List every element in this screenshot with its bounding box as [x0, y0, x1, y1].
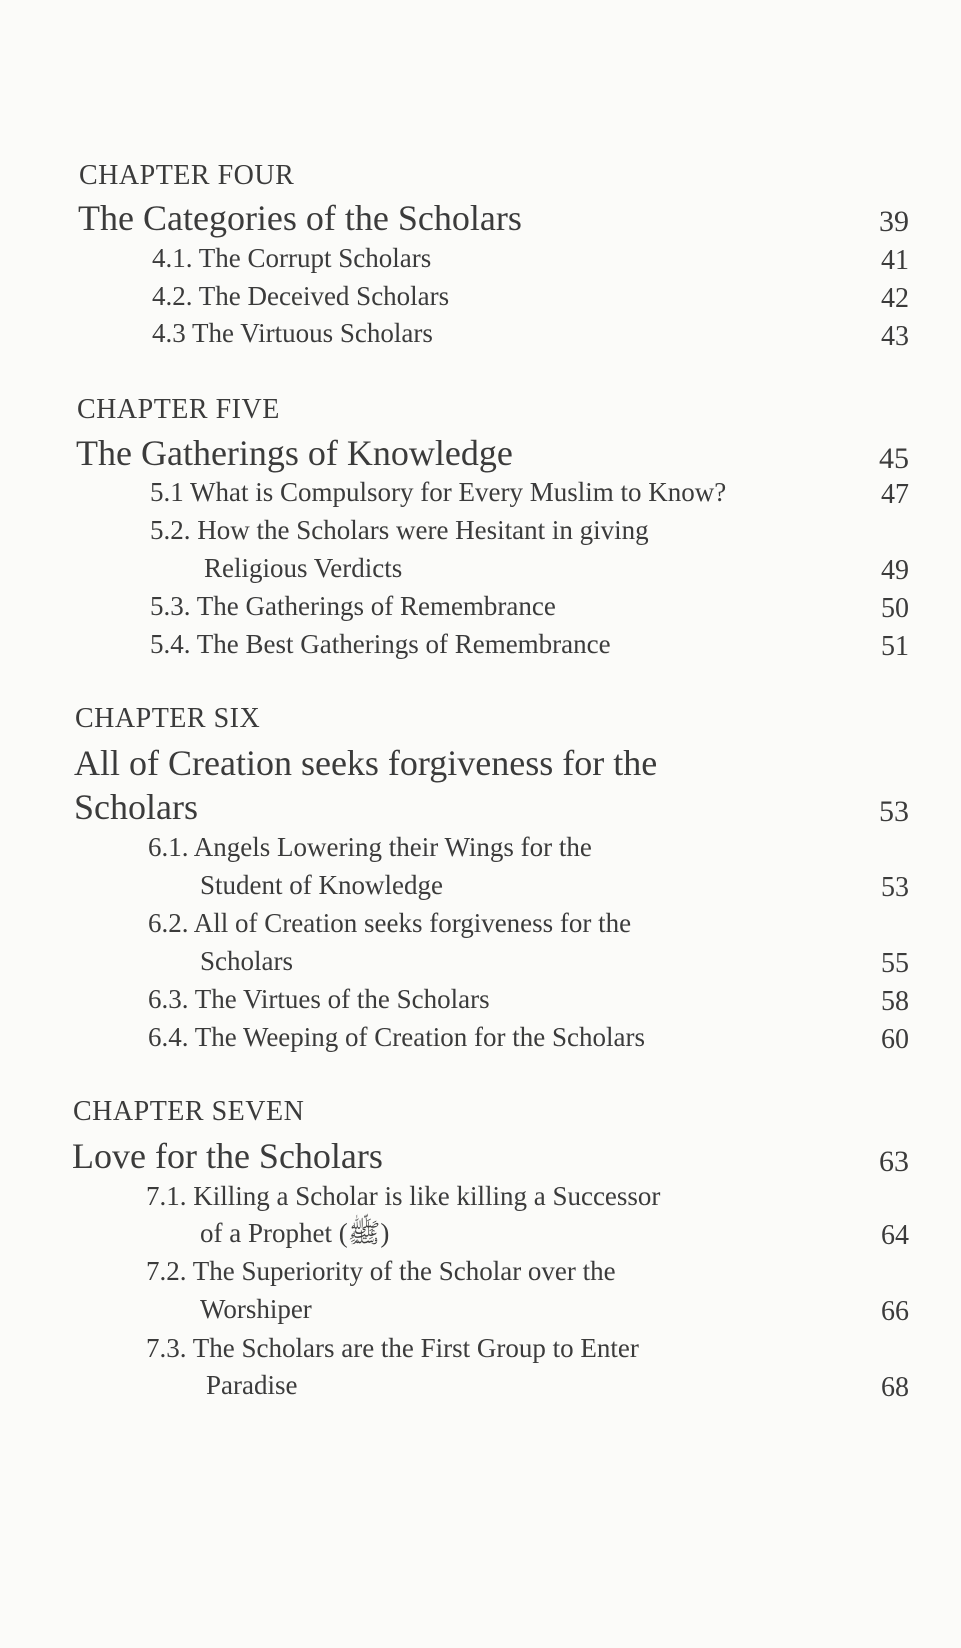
chapter-five-title: The Gatherings of Knowledge	[76, 433, 513, 473]
section-6-4: 6.4. The Weeping of Creation for the Scholars	[148, 1022, 645, 1052]
section-7-1-page: 64	[881, 1220, 909, 1251]
section-4-3-page: 43	[881, 321, 909, 352]
section-7-3-cont: Paradise	[206, 1370, 298, 1400]
chapter-six-page: 53	[879, 795, 909, 828]
section-7-2-page: 66	[881, 1296, 909, 1327]
section-7-2: 7.2. The Superiority of the Scholar over the	[146, 1256, 616, 1286]
chapter-four-page: 39	[879, 205, 909, 238]
section-6-2: 6.2. All of Creation seeks forgiveness for the	[148, 908, 632, 938]
section-4-2: 4.2. The Deceived Scholars	[152, 281, 450, 311]
section-7-3: 7.3. The Scholars are the First Group to Enter	[146, 1333, 639, 1363]
section-5-1: 5.1 What is Compulsory for Every Muslim to Know?	[150, 477, 727, 507]
section-5-2: 5.2. How the Scholars were Hesitant in giving	[150, 515, 649, 545]
section-6-1: 6.1. Angels Lowering their Wings for the	[148, 832, 592, 862]
section-5-3-page: 50	[881, 593, 909, 624]
section-4-3: 4.3 The Virtuous Scholars	[152, 318, 433, 348]
chapter-six-title: All of Creation seeks forgiveness for the	[74, 743, 658, 783]
section-6-1-cont: Student of Knowledge	[200, 870, 443, 900]
section-5-1-page: 47	[881, 479, 909, 510]
section-6-3: 6.3. The Virtues of the Scholars	[148, 984, 490, 1014]
section-4-1-page: 41	[881, 245, 909, 276]
section-5-4: 5.4. The Best Gatherings of Remembrance	[150, 629, 611, 659]
section-6-2-page: 55	[881, 948, 909, 979]
section-7-1: 7.1. Killing a Scholar is like killing a Successor	[146, 1181, 661, 1211]
chapter-five-page: 45	[879, 442, 909, 475]
section-7-1-cont: of a Prophet (ﷺ)	[200, 1218, 390, 1248]
chapter-six-title-cont: Scholars	[74, 787, 198, 827]
chapter-seven-title: Love for the Scholars	[72, 1136, 383, 1176]
section-7-2-cont: Worshiper	[200, 1294, 312, 1324]
section-5-3: 5.3. The Gatherings of Remembrance	[150, 591, 556, 621]
chapter-six-heading: CHAPTER SIX	[75, 703, 261, 734]
section-4-1: 4.1. The Corrupt Scholars	[152, 243, 432, 273]
chapter-seven-page: 63	[879, 1145, 909, 1178]
section-5-2-page: 49	[881, 555, 909, 586]
section-5-2-cont: Religious Verdicts	[204, 553, 403, 583]
chapter-five-heading: CHAPTER FIVE	[77, 394, 280, 425]
section-5-4-page: 51	[881, 631, 909, 662]
chapter-four-heading: CHAPTER FOUR	[79, 160, 295, 191]
section-4-2-page: 42	[881, 283, 909, 314]
chapter-four-title: The Categories of the Scholars	[78, 198, 522, 238]
section-6-4-page: 60	[881, 1024, 909, 1055]
section-6-1-page: 53	[881, 872, 909, 903]
section-7-3-page: 68	[881, 1372, 909, 1403]
section-6-2-cont: Scholars	[200, 946, 293, 976]
chapter-seven-heading: CHAPTER SEVEN	[73, 1096, 305, 1127]
section-6-3-page: 58	[881, 986, 909, 1017]
